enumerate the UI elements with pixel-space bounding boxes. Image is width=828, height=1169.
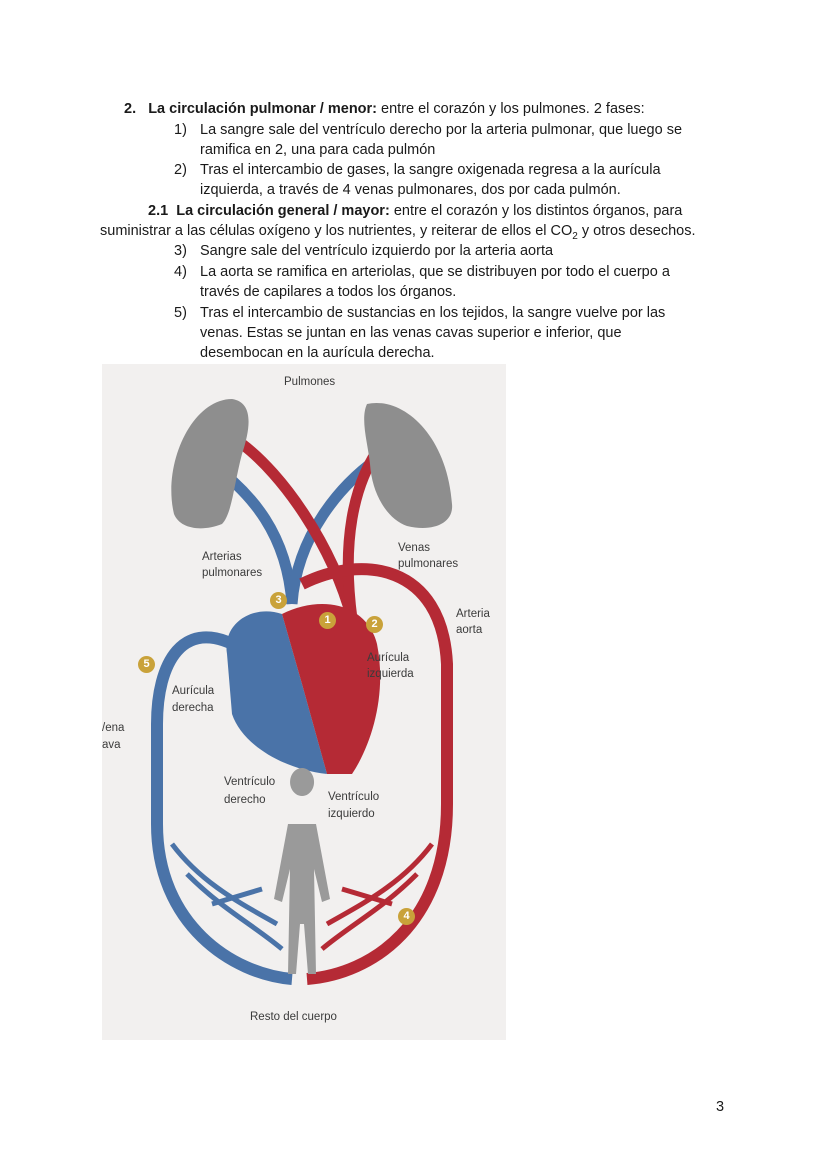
item-5-number: 5) xyxy=(174,305,187,321)
co2-subscript: 2 xyxy=(572,230,578,242)
section-2-1-rest: entre el corazón y los distintos órganos, para xyxy=(389,203,683,219)
circulation-illustration xyxy=(102,364,506,1040)
badge-5: 5 xyxy=(138,656,155,673)
item-1-line-1: La sangre sale del ventrículo derecho por la arteria pulmonar, que luego se xyxy=(200,122,683,138)
item-2-line-2: izquierda, a través de 4 venas pulmonares, dos por cada pulmón. xyxy=(200,182,621,198)
section-2-1-heading xyxy=(148,201,682,221)
label-arterias-2: pulmonares xyxy=(202,567,263,579)
label-auricula-izq-1: Aurícula xyxy=(367,652,410,664)
label-ventriculo-izq-1: Ventrículo xyxy=(328,791,380,803)
section-2-1-line-2b: y otros desechos. xyxy=(577,223,696,239)
section-2-number: 2. xyxy=(124,101,137,117)
venous-capillaries xyxy=(172,844,282,949)
label-ventriculo-izq-2: izquierdo xyxy=(328,808,375,820)
badge-2: 2 xyxy=(366,616,383,633)
item-3-number: 3) xyxy=(174,243,187,259)
arterial-capillaries xyxy=(322,844,432,949)
badge-3: 3 xyxy=(270,592,287,609)
item-2-number: 2) xyxy=(174,162,187,178)
item-1-number: 1) xyxy=(174,122,187,138)
label-ventriculo-der-1: Ventrículo xyxy=(224,776,276,788)
section-2-1-title: La circulación general / mayor: xyxy=(176,203,390,219)
label-auricula-izq-2: izquierda xyxy=(367,668,414,680)
left-lung xyxy=(171,399,248,528)
label-ventriculo-der-2: derecho xyxy=(224,794,266,806)
label-auricula-der-1: Aurícula xyxy=(172,685,215,697)
item-5-line-3: desembocan en la aurícula derecha. xyxy=(200,345,435,361)
label-pulmones: Pulmones xyxy=(284,376,336,388)
item-3-line-1: Sangre sale del ventrículo izquierdo por la arteria aorta xyxy=(200,243,554,259)
item-4-number: 4) xyxy=(174,264,187,280)
label-venas-2: pulmonares xyxy=(398,558,459,570)
badge-4: 4 xyxy=(398,908,415,925)
label-auricula-der-2: derecha xyxy=(172,702,214,714)
human-silhouette xyxy=(274,768,330,974)
circulation-diagram xyxy=(102,364,506,1040)
section-2-1-line-2a: suministrar a las células oxígeno y los nutrientes, y reiterar de ellos el CO xyxy=(100,223,573,239)
label-resto-del-cuerpo: Resto del cuerpo xyxy=(250,1011,337,1023)
label-arteria-1: Arteria xyxy=(456,608,490,620)
label-vena-2: ava xyxy=(102,739,121,751)
item-4-line-1: La aorta se ramifica en arteriolas, que se distribuyen por todo el cuerpo a xyxy=(200,264,670,280)
section-2-title: La circulación pulmonar / menor: xyxy=(148,101,378,117)
label-arteria-2: aorta xyxy=(456,624,483,636)
section-2-1-number: 2.1 xyxy=(148,203,169,219)
badge-1: 1 xyxy=(319,612,336,629)
item-1-line-2: ramifica en 2, una para cada pulmón xyxy=(200,142,436,158)
label-vena-1: /ena xyxy=(102,722,125,734)
item-4-line-2: través de capilares a todos los órganos. xyxy=(200,284,457,300)
item-2-line-1: Tras el intercambio de gases, la sangre oxigenada regresa a la aurícula xyxy=(200,162,661,178)
section-2-heading xyxy=(124,99,645,119)
page-number: 3 xyxy=(716,1099,725,1115)
right-lung xyxy=(364,403,452,528)
item-5-line-1: Tras el intercambio de sustancias en los tejidos, la sangre vuelve por las xyxy=(200,305,666,321)
label-arterias-1: Arterias xyxy=(202,551,242,563)
item-5-line-2: venas. Estas se juntan en las venas cavas superior e inferior, que xyxy=(200,325,622,341)
section-2-rest: entre el corazón y los pulmones. 2 fases: xyxy=(377,101,645,117)
label-venas-1: Venas xyxy=(398,542,430,554)
